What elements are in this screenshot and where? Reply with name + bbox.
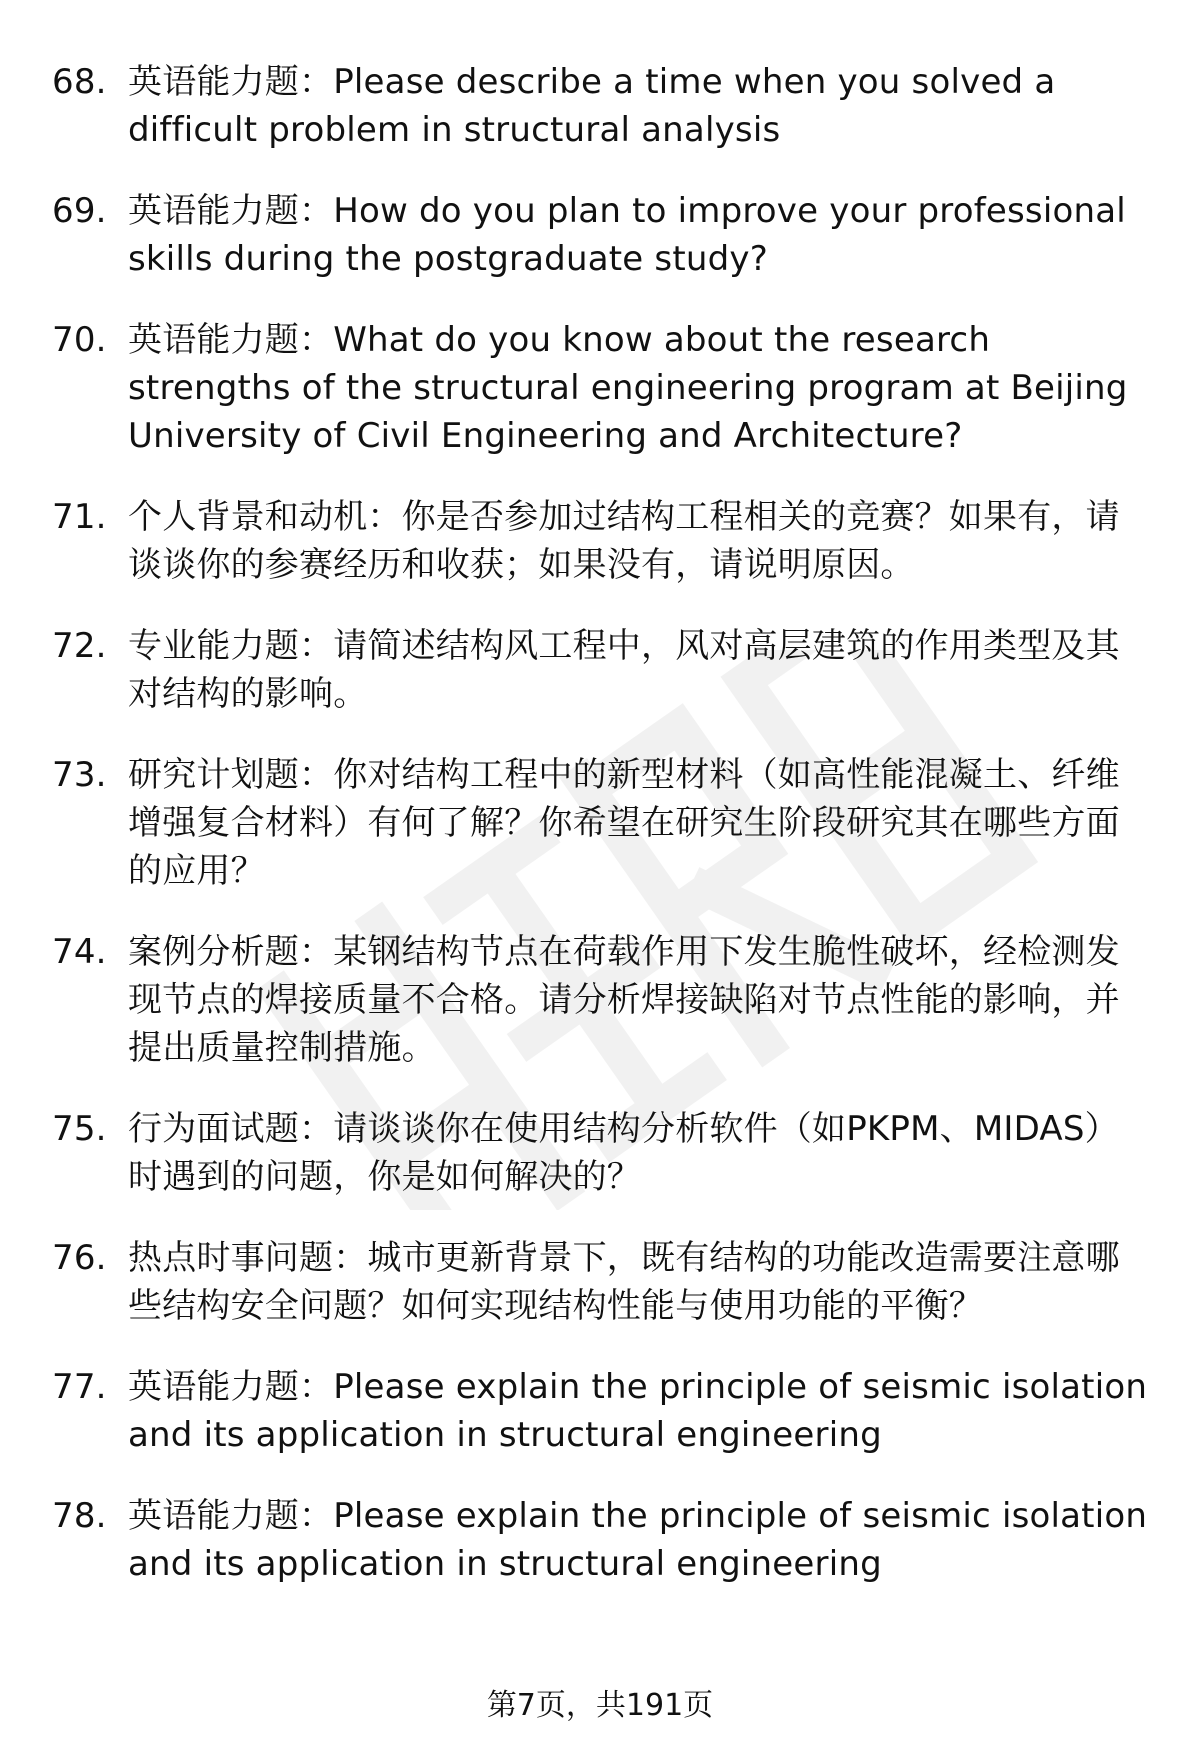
question-number: 70. bbox=[52, 320, 107, 360]
question-item bbox=[52, 316, 1152, 460]
question-number: 75. bbox=[52, 1109, 107, 1149]
question-text: 热点时事问题：城市更新背景下，既有结构的功能改造需要注意哪些结构安全问题？如何实现结构性能与使用功能的平衡？ bbox=[128, 1238, 1120, 1326]
question-text: 行为面试题：请谈谈你在使用结构分析软件（如PKPM、MIDAS）时遇到的问题，你是如何解决的？ bbox=[128, 1109, 1119, 1197]
question-number: 78. bbox=[52, 1496, 107, 1536]
question-item bbox=[52, 1363, 1152, 1459]
question-text: 专业能力题：请简述结构风工程中，风对高层建筑的作用类型及其对结构的影响。 bbox=[128, 626, 1120, 714]
question-list bbox=[52, 58, 1152, 1621]
question-number: 76. bbox=[52, 1238, 107, 1278]
question-item bbox=[52, 928, 1152, 1072]
question-text: 英语能力题：Please explain the principle of seismic isolation and its application in structural engineering bbox=[128, 1496, 1148, 1584]
question-text: 英语能力题：Please describe a time when you solved a difficult problem in structural analysis bbox=[128, 62, 1056, 150]
question-number: 68. bbox=[52, 62, 107, 102]
question-number: 74. bbox=[52, 932, 107, 972]
question-number: 69. bbox=[52, 191, 107, 231]
question-item bbox=[52, 187, 1152, 283]
question-item bbox=[52, 751, 1152, 895]
question-number: 71. bbox=[52, 497, 107, 537]
question-text: 英语能力题：Please explain the principle of seismic isolation and its application in structural engineering bbox=[128, 1367, 1148, 1455]
question-text: 案例分析题：某钢结构节点在荷载作用下发生脆性破坏，经检测发现节点的焊接质量不合格。请分析焊接缺陷对节点性能的影响，并提出质量控制措施。 bbox=[128, 932, 1120, 1068]
question-item bbox=[52, 58, 1152, 154]
page-footer: 第7页，共191页 bbox=[486, 1688, 714, 1723]
question-item bbox=[52, 1105, 1152, 1201]
question-number: 72. bbox=[52, 626, 107, 666]
question-item bbox=[52, 1492, 1152, 1588]
question-text: 研究计划题：你对结构工程中的新型材料（如高性能混凝土、纤维增强复合材料）有何了解？你希望在研究生阶段研究其在哪些方面的应用？ bbox=[128, 755, 1120, 891]
question-item bbox=[52, 493, 1152, 589]
question-text: 个人背景和动机：你是否参加过结构工程相关的竞赛？如果有，请谈谈你的参赛经历和收获；如果没有，请说明原因。 bbox=[128, 497, 1120, 585]
question-text: 英语能力题：What do you know about the research strengths of the structural engineering program at Beijing University of Civil Engineering and Architecture? bbox=[128, 320, 1128, 456]
question-item bbox=[52, 1234, 1152, 1330]
question-number: 73. bbox=[52, 755, 107, 795]
question-number: 77. bbox=[52, 1367, 107, 1407]
question-text: 英语能力题：How do you plan to improve your professional skills during the postgraduate study? bbox=[128, 191, 1126, 279]
question-item bbox=[52, 622, 1152, 718]
